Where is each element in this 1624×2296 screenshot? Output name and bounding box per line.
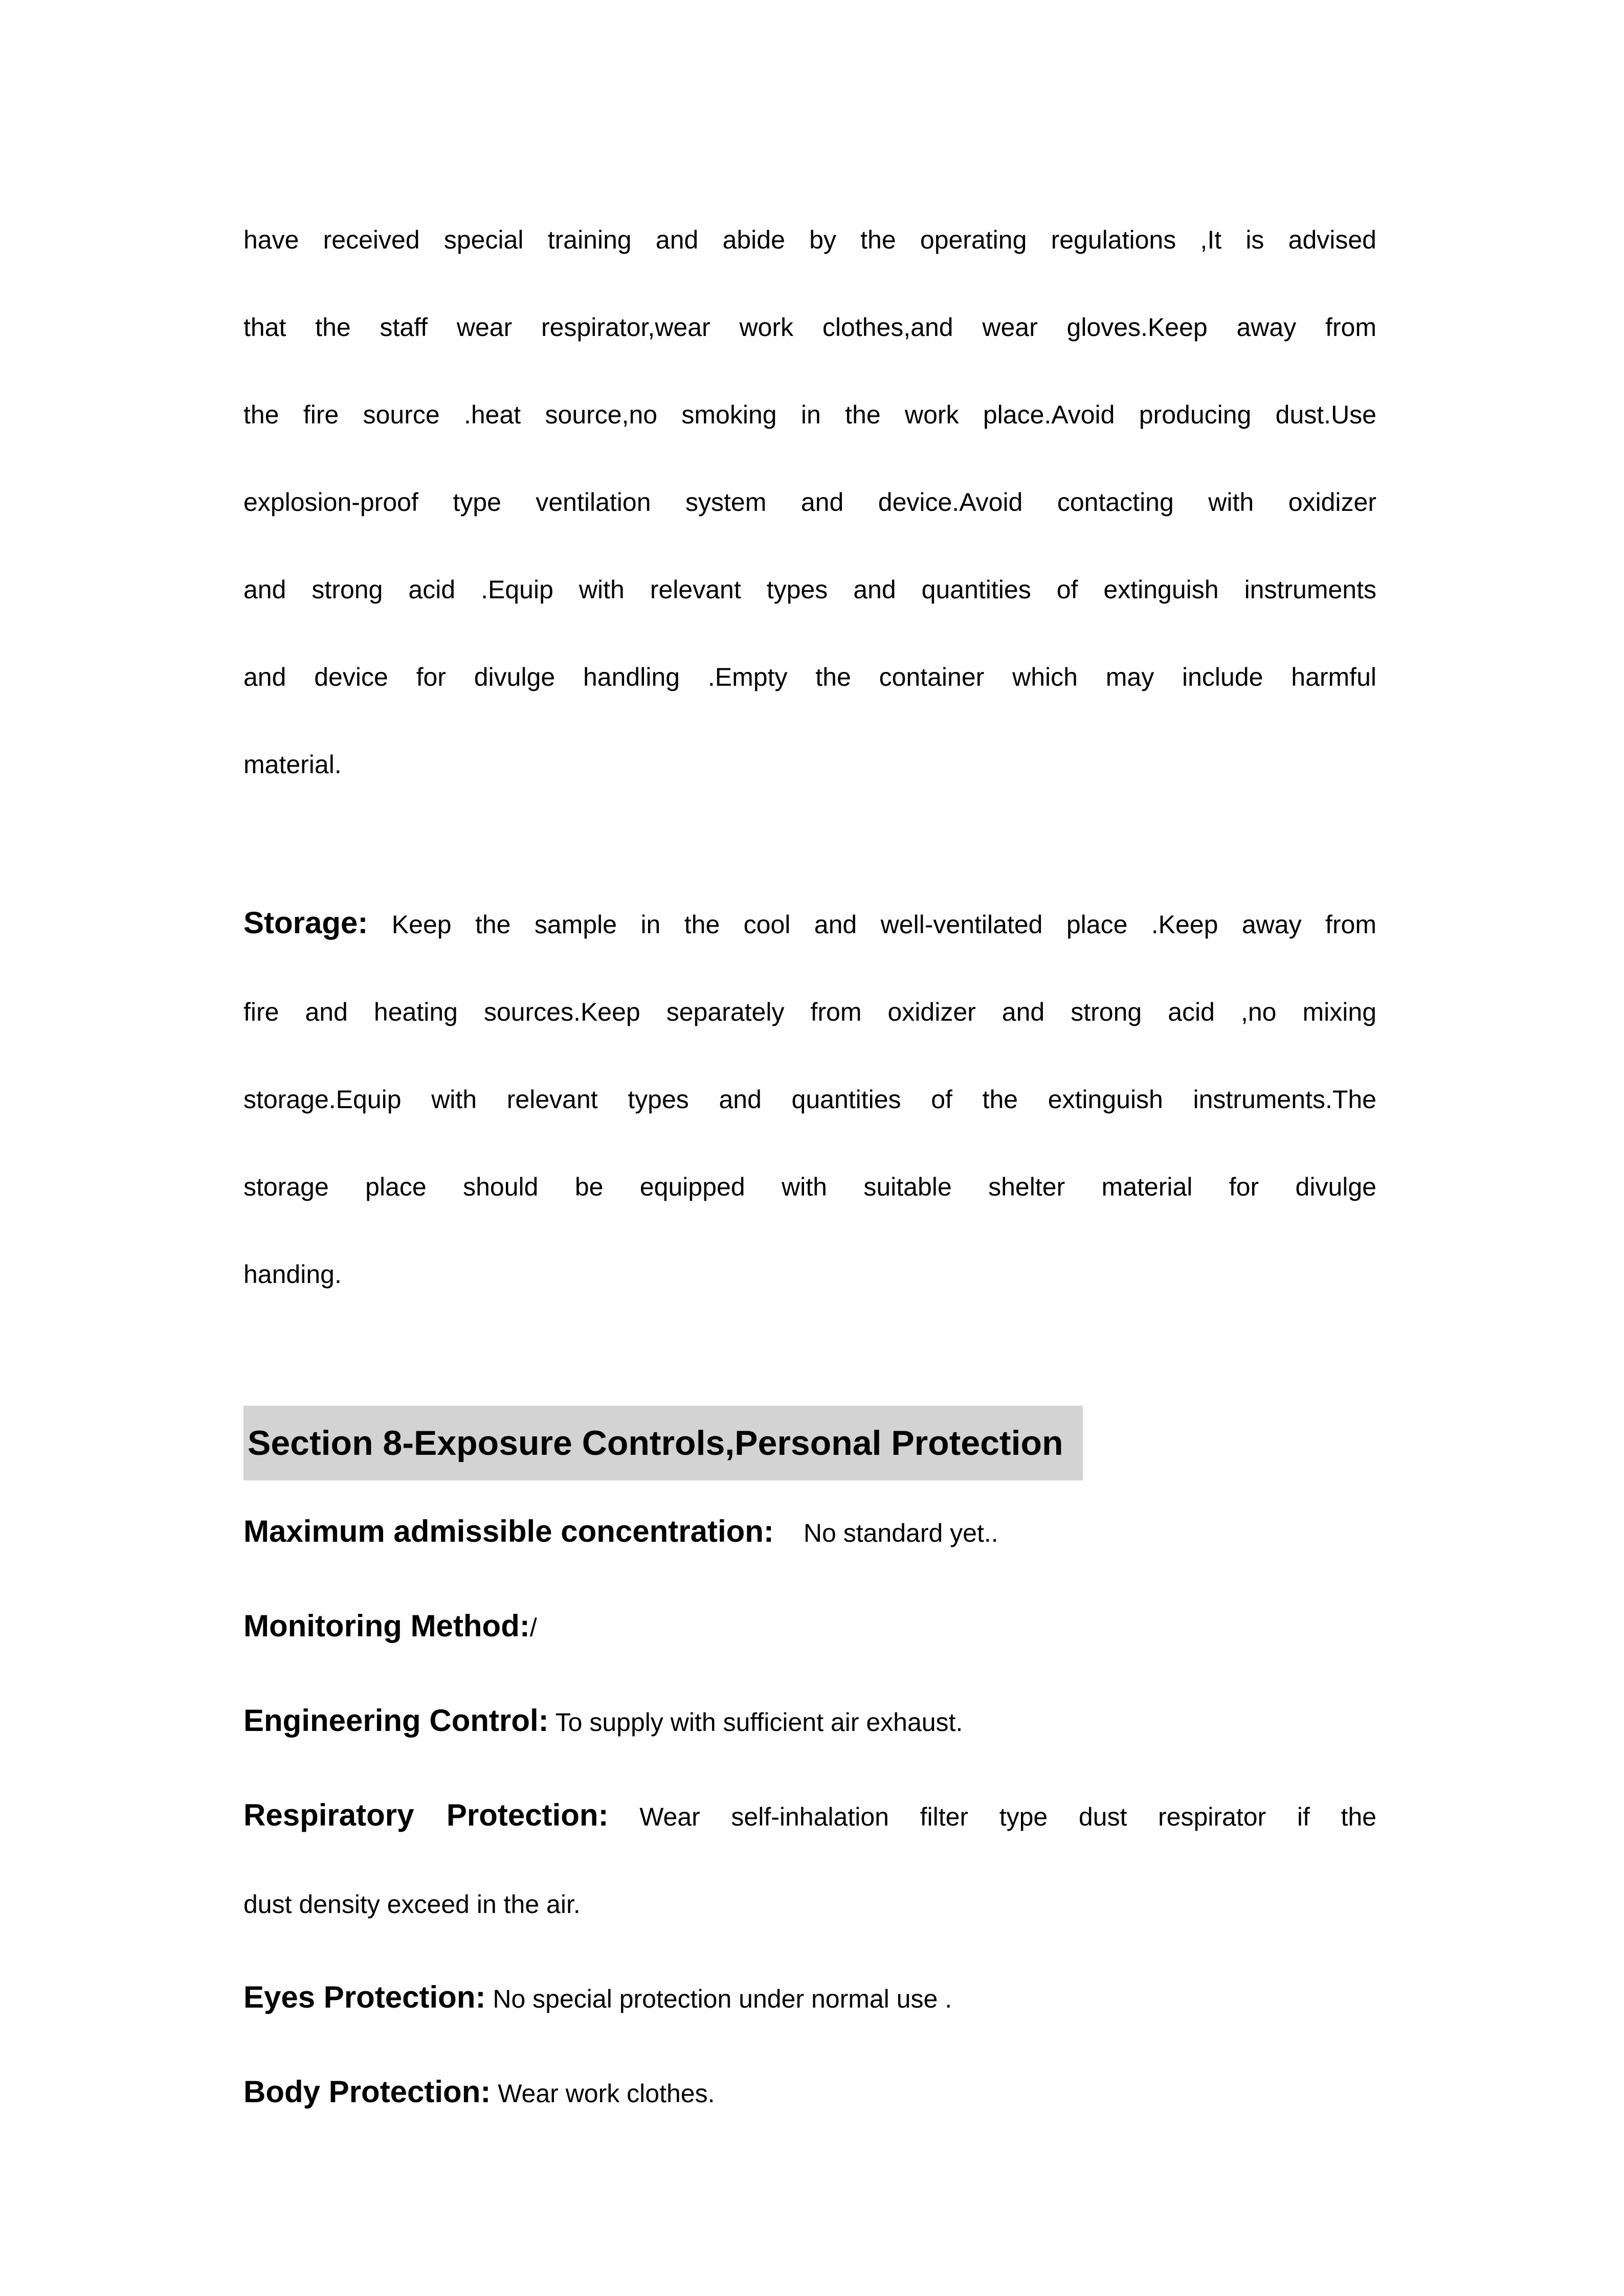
item-label: Respiratory Protection:	[243, 1798, 609, 1832]
text-line: handing.	[243, 1260, 342, 1289]
item-body-protection	[243, 2048, 1376, 2137]
item-value: No special protection under normal use .	[493, 1985, 952, 2013]
item-value: To supply with sufficient air exhaust.	[555, 1708, 963, 1737]
item-maximum-admissible-concentration	[243, 1488, 1376, 1577]
text-line	[243, 1771, 1376, 1861]
storage-paragraph	[243, 879, 1376, 1318]
item-label: Engineering Control:	[243, 1703, 549, 1738]
storage-label: Storage:	[243, 906, 368, 940]
text-line: storage.Equip with relevant types and quantities of the extinguish instruments.The	[243, 1085, 1376, 1114]
item-label: Eyes Protection:	[243, 1980, 486, 2014]
item-respiratory-protection	[243, 1771, 1376, 1948]
text-line: that the staff wear respirator,wear work clothes,and wear gloves.Keep away from	[243, 313, 1376, 342]
text-line: and strong acid .Equip with relevant types and quantities of extinguish instruments	[243, 575, 1376, 604]
item-value: /	[529, 1613, 537, 1642]
text-line: storage place should be equipped with suitable shelter material for divulge	[243, 1173, 1376, 1201]
text-line: fire and heating sources.Keep separately from oxidizer and strong acid ,no mixing	[243, 998, 1376, 1026]
text-line: explosion-proof type ventilation system and device.Avoid contacting with oxidizer	[243, 488, 1376, 516]
text-line: the fire source .heat source,no smoking in the work place.Avoid producing dust.Use	[243, 400, 1376, 429]
text-line: and device for divulge handling .Empty the container which may include harmful	[243, 663, 1376, 691]
storage-line-text: Keep the sample in the cool and well-ventilated place .Keep away from	[391, 910, 1376, 939]
text-line	[243, 879, 1376, 969]
text-line: dust density exceed in the air.	[243, 1890, 581, 1919]
text-line: material.	[243, 750, 342, 779]
item-eyes-protection	[243, 1953, 1376, 2043]
item-value: Wear work clothes.	[498, 2079, 715, 2108]
item-value: No standard yet..	[803, 1519, 998, 1547]
item-engineering-control	[243, 1677, 1376, 1766]
item-label: Body Protection:	[243, 2075, 491, 2109]
handling-paragraph	[243, 196, 1376, 808]
section-8-heading: Section 8-Exposure Controls,Personal Protection	[243, 1406, 1083, 1480]
text-line: have received special training and abide by the operating regulations ,It is advised	[243, 226, 1376, 254]
item-label: Maximum admissible concentration:	[243, 1514, 774, 1548]
item-value: Wear self-inhalation filter type dust respirator if the	[639, 1803, 1376, 1831]
item-label: Monitoring Method:	[243, 1609, 530, 1643]
item-monitoring-method	[243, 1582, 1376, 1672]
